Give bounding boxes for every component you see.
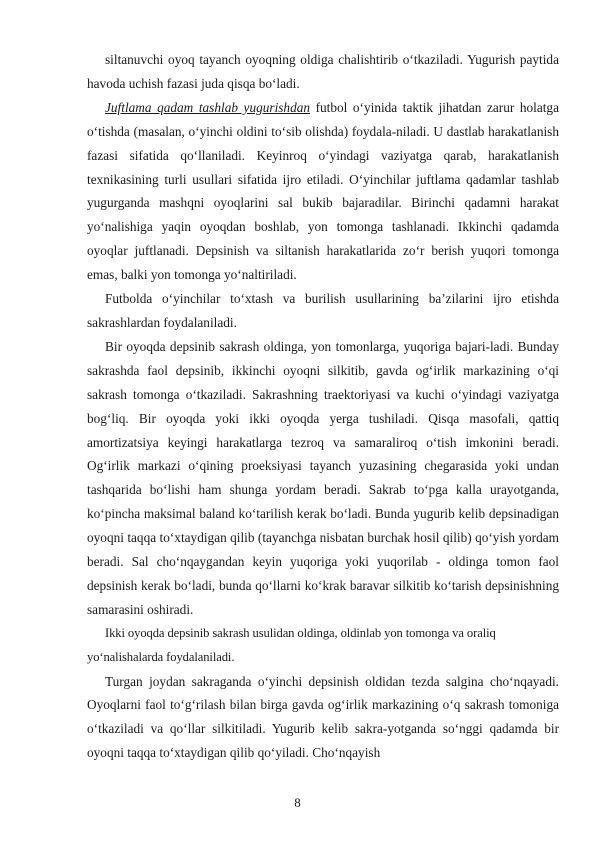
paragraph-3: Futbolda o‘yinchilar to‘xtash va burilish usullarining ba’zilarini ijro etishda sakrashlardan foydalaniladi. xyxy=(87,291,559,330)
document-page xyxy=(87,48,559,765)
paragraph-2-body: futbol o‘yinida taktik jihatdan zarur holatga o‘tishda (masalan, o‘yinchi oldini to‘sib olishda) foydala-niladi. U dastlab harakatlanish fazasi sifatida qo‘llaniladi. Keyinroq o‘yindagi vaziyatga qarab, harakatlanish texnikasining turli usullari sifatida ijro etiladi. O‘yinchilar juftlama qadamlar tashlab yugurganda mashqni oyoqlarini sal bukib bajaradilar. Birinchi qadamni harakat yo‘nalishiga yaqin oyoqdan boshlab, yon tomonga tashlanadi. Ikkinchi qadamda oyoqlar juftlanadi. Depsinish va siltanish harakatlarida zo‘r berish yuqori tomonga emas, balki yon tomonga yo‘naltiriladi. xyxy=(87,99,559,283)
paragraph-1: siltanuvchi oyoq tayanch oyoqning oldiga chalishtirib o‘tkaziladi. Yugurish paytida havoda uchish fazasi juda qisqa bo‘ladi. xyxy=(87,52,559,91)
paragraph-4: Bir oyoqda depsinib sakrash oldinga, yon tomonlarga, yuqoriga bajari-ladi. Bunday sakrashda faol depsinib, ikkinchi oyoqni silkitib, gavda og‘irlik markazining o‘qi sakrash tomonga o‘tkaziladi. Sakrashning traektoriyasi va kuchi o‘yindagi vaziyatga bog‘liq. Bir oyoqda yoki ikki oyoqda yerga tushiladi. Qisqa masofali, qattiq amortizatsiya keyingi harakatlarga tezroq va samaraliroq o‘tish imkonini beradi. Og‘irlik markazi o‘qining proeksiyasi tayanch yuzasining chegarasida yoki undan tashqarida bo‘lishi ham shunga yordam beradi. Sakrab to‘pga kalla urayotganda, ko‘pincha maksimal baland ko‘tarilish kerak bo‘ladi. Bunda yugurib kelib depsinadigan oyoqni taqqa to‘xtaydigan qilib (tayanchga nisbatan burchak hosil qilib) qo‘yish yordam beradi. Sal cho‘nqaygandan keyin yuqoriga yoki yuqorilab - oldinga tomon faol depsinish kerak bo‘ladi, bunda qo‘llarni ko‘krak baravar silkitib ko‘tarish depsinishning samarasini oshiradi. xyxy=(87,338,559,617)
paragraph-2 xyxy=(87,96,559,287)
page-number: 8 xyxy=(294,795,301,810)
paragraph-6: Turgan joydan sakraganda o‘yinchi depsinish oldidan tezda salgina cho‘nqayadi. Oyoqlarni faol to‘g‘rilash bilan birga gavda og‘irlik markazining o‘q sakrash tomoniga o‘tkaziladi va qo‘llar silkitiladi. Yugurib kelib sakra-yotganda so‘nggi qadamda bir oyoqni taqqa to‘xtaydigan qilib qo‘yiladi. Cho‘nqayish xyxy=(87,673,559,761)
paragraph-2-term: Juftlama qadam tashlab yugurishdan xyxy=(105,99,311,115)
paragraph-5: Ikki oyoqda depsinib sakrash usulidan oldinga, oldinlab yon tomonga va oraliq yo‘nalishalarda foydalaniladi. xyxy=(87,625,496,664)
